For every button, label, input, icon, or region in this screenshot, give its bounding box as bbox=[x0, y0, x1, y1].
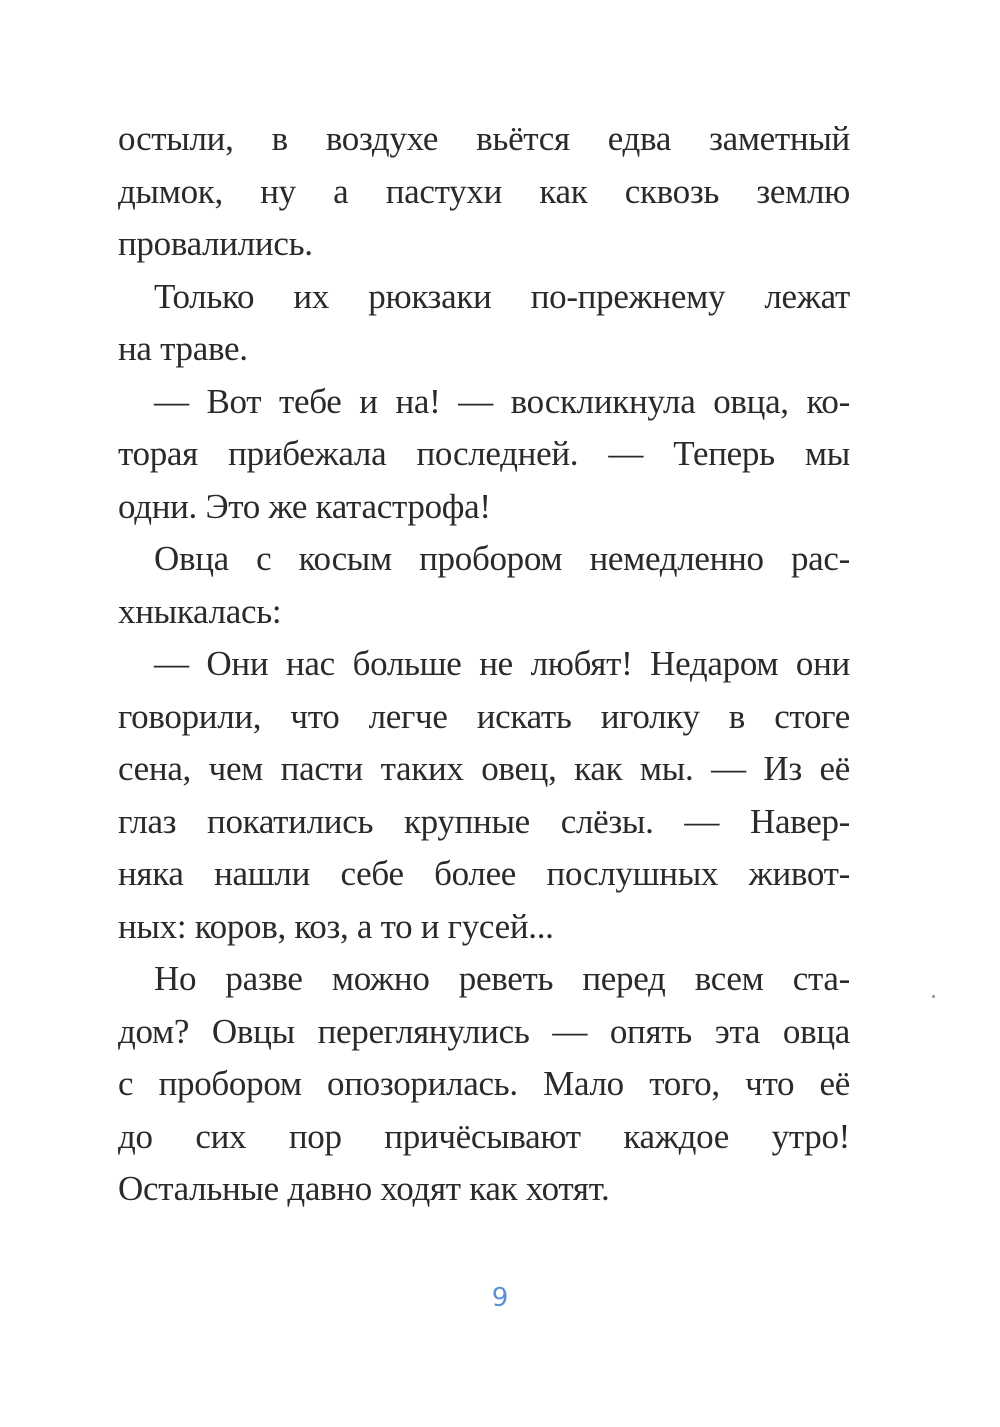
text-line: Овца с косым пробором немедленно рас- bbox=[154, 539, 850, 578]
text-line: глаз покатились крупные слёзы. — Навер- bbox=[118, 801, 850, 841]
text-line: провалились. bbox=[118, 224, 313, 263]
text-line: Но разве можно реветь перед всем ста- bbox=[154, 959, 850, 998]
text-line: ных: коров, коз, а то и гусей... bbox=[118, 906, 554, 946]
book-page-text bbox=[118, 113, 850, 1216]
text-line: хныкалась: bbox=[118, 591, 282, 631]
text-line: — Они нас больше не любят! Недаром они bbox=[154, 644, 850, 683]
text-line: — Вот тебе и на! — воскликнула овца, ко- bbox=[154, 381, 850, 421]
text-line: няка нашли себе более послушных живот- bbox=[118, 854, 850, 893]
text-line: Только их рюкзаки по-прежнему лежат bbox=[154, 276, 850, 316]
scan-speck bbox=[932, 995, 935, 998]
text-line: остыли, в воздухе вьётся едва заметный bbox=[118, 119, 850, 158]
text-line: до сих пор причёсывают каждое утро! bbox=[118, 1116, 850, 1156]
text-line: с пробором опозорилась. Мало того, что её bbox=[118, 1064, 850, 1103]
text-line: одни. Это же катастрофа! bbox=[118, 486, 491, 526]
text-line: дымок, ну а пастухи как сквозь землю bbox=[118, 171, 850, 211]
page-number: 9 bbox=[491, 1283, 509, 1313]
text-line: Остальные давно ходят как хотят. bbox=[118, 1169, 610, 1208]
text-line: говорили, что легче искать иголку в стоге bbox=[118, 696, 850, 736]
text-line: сена, чем пасти таких овец, как мы. — Из её bbox=[118, 749, 850, 788]
text-line: на траве. bbox=[118, 329, 248, 368]
text-line: торая прибежала последней. — Теперь мы bbox=[118, 434, 850, 473]
text-line: дом? Овцы переглянулись — опять эта овца bbox=[118, 1011, 850, 1051]
